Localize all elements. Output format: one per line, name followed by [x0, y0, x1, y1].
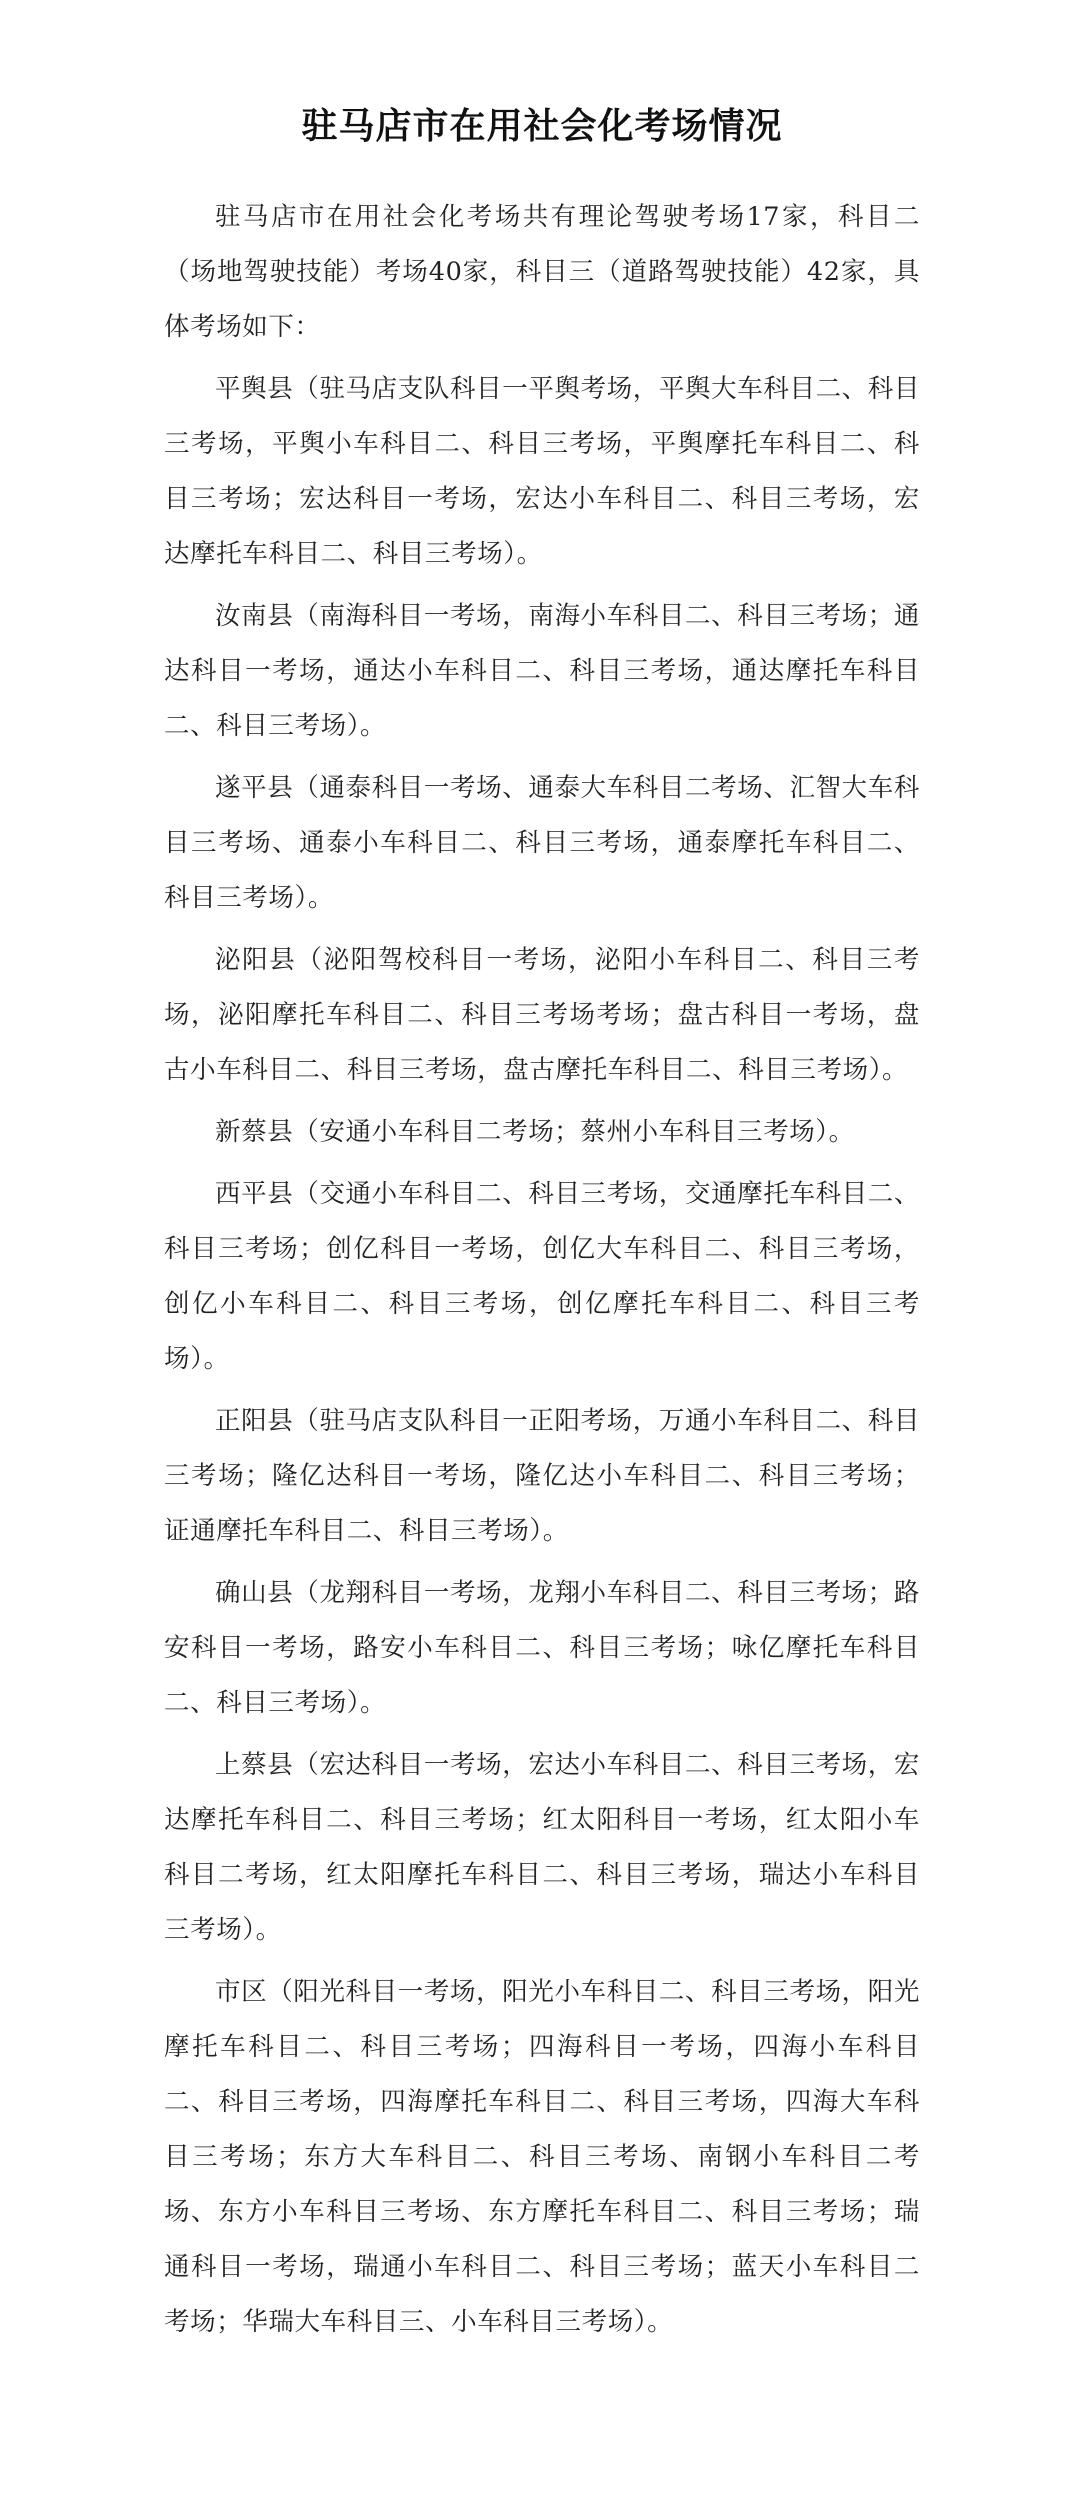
paragraph-queshan: 确山县（龙翔科目一考场，龙翔小车科目二、科目三考场；路安科目一考场，路安小车科目二、科目三考场；咏亿摩托车科目二、科目三考场）。: [164, 1578, 920, 1718]
document-title: 驻马店市在用社会化考场情况: [301, 105, 783, 147]
paragraph-zhengyang: 正阳县（驻马店支队科目一正阳考场，万通小车科目二、科目三考场；隆亿达科目一考场，隆亿达小车科目二、科目三考场；证通摩托车科目二、科目三考场）。: [164, 1406, 920, 1546]
paragraph-city-district: 市区（阳光科目一考场，阳光小车科目二、科目三考场，阳光摩托车科目二、科目三考场；四海科目一考场，四海小车科目二、科目三考场，四海摩托车科目二、科目三考场，四海大车科目三考场；东方大车科目二、科目三考场、南钢小车科目二考场、东方小车科目三考场、东方摩托车科目二、科目三考场；瑞通科目一考场，瑞通小车科目二、科目三考场；蓝天小车科目二考场；华瑞大车科目三、小车科目三考场）。: [164, 1977, 920, 2337]
paragraph-xincai: 新蔡县（安通小车科目二考场；蔡州小车科目三考场）。: [215, 1117, 855, 1147]
paragraph-pingyu: 平舆县（驻马店支队科目一平舆考场，平舆大车科目二、科目三考场，平舆小车科目二、科目三考场，平舆摩托车科目二、科目三考场；宏达科目一考场，宏达小车科目二、科目三考场，宏达摩托车科目二、科目三考场）。: [164, 374, 920, 569]
paragraph-shangcai: 上蔡县（宏达科目一考场，宏达小车科目二、科目三考场，宏达摩托车科目二、科目三考场；红太阳科目一考场，红太阳小车科目二考场，红太阳摩托车科目二、科目三考场，瑞达小车科目三考场）。: [164, 1750, 920, 1945]
paragraph-runan: 汝南县（南海科目一考场，南海小车科目二、科目三考场；通达科目一考场，通达小车科目二、科目三考场，通达摩托车科目二、科目三考场）。: [164, 601, 920, 741]
paragraph-suiping: 遂平县（通泰科目一考场、通泰大车科目二考场、汇智大车科目三考场、通泰小车科目二、科目三考场，通泰摩托车科目二、科目三考场）。: [164, 773, 920, 913]
intro-paragraph: 驻马店市在用社会化考场共有理论驾驶考场17家，科目二（场地驾驶技能）考场40家，科目三（道路驾驶技能）42家，具体考场如下：: [164, 202, 920, 342]
paragraph-biyang: 泌阳县（泌阳驾校科目一考场，泌阳小车科目二、科目三考场，泌阳摩托车科目二、科目三考场考场；盘古科目一考场，盘古小车科目二、科目三考场，盘古摩托车科目二、科目三考场）。: [164, 945, 920, 1085]
paragraph-xiping: 西平县（交通小车科目二、科目三考场，交通摩托车科目二、科目三考场；创亿科目一考场，创亿大车科目二、科目三考场，创亿小车科目二、科目三考场，创亿摩托车科目二、科目三考场）。: [164, 1179, 920, 1374]
